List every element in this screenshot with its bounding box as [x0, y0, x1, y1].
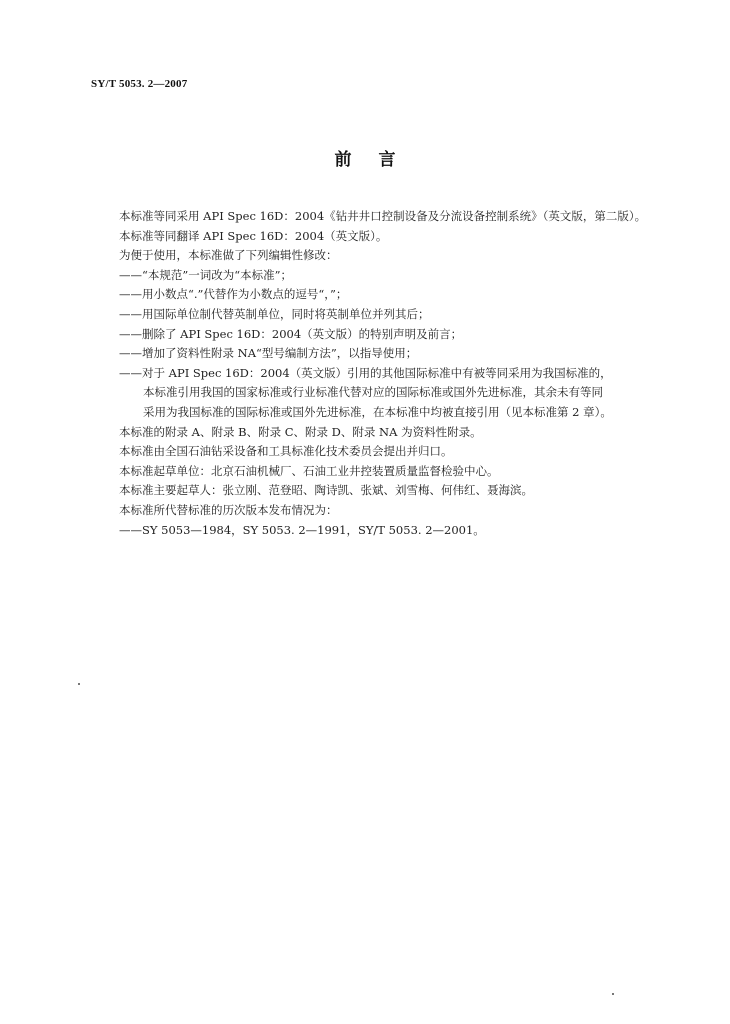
list-item-referenced-standards-line1: ——对于 API Spec 16D：2004（英文版）引用的其他国际标准中有被等同采用为我国标准的， — [119, 365, 612, 380]
list-item-added-annex: ——增加了资料性附录 NA“型号编制方法”，以指导使用； — [119, 346, 418, 361]
list-item-si-units: ——用国际单位制代替英制单位，同时将英制单位并列其后； — [119, 306, 430, 321]
standard-code: SY/T 5053. 2—2007 — [91, 78, 188, 90]
paragraph-proposer: 本标准由全国石油钻采设备和工具标准化技术委员会提出并归口。 — [119, 444, 453, 459]
list-item-removed-notice: ——删除了 API Spec 16D：2004（英文版）的特别声明及前言； — [119, 326, 463, 341]
list-item-term-change: ——“本规范”一词改为“本标准”； — [119, 267, 293, 282]
scan-speck — [612, 993, 614, 995]
paragraph-adoption — [91, 207, 663, 227]
list-item-decimal-point: ——用小数点“.”代替作为小数点的逗号“，”； — [119, 287, 348, 302]
foreword-body — [91, 207, 663, 540]
paragraph-translation: 本标准等同翻译 API Spec 16D：2004（英文版）。 — [119, 228, 388, 243]
scan-speck — [78, 683, 80, 685]
list-item-referenced-standards-line2: 本标准引用我国的国家标准或行业标准代替对应的国际标准或国外先进标准，其余未有等同 — [143, 385, 603, 400]
page-title: 前言 — [334, 150, 423, 170]
paragraph-adoption-text: 本标准等同采用 API Spec 16D：2004《钻井井口控制设备及分流设备控制系统》（英文版，第二版）。 — [119, 209, 647, 223]
paragraph-annexes: 本标准的附录 A、附录 B、附录 C、附录 D、附录 NA 为资料性附录。 — [119, 424, 482, 439]
list-item-previous-editions: ——SY 5053—1984，SY 5053. 2—1991，SY/T 5053. 2—2001。 — [119, 522, 485, 537]
list-item-referenced-standards-line3: 采用为我国标准的国际标准或国外先进标准，在本标准中均被直接引用（见本标准第 2 章）。 — [143, 404, 612, 419]
paragraph-editorial-intro: 为便于使用，本标准做了下列编辑性修改： — [119, 248, 338, 263]
paragraph-history-intro: 本标准所代替标准的历次版本发布情况为： — [119, 502, 338, 517]
paragraph-drafting-units: 本标准起草单位：北京石油机械厂、石油工业井控装置质量监督检验中心。 — [119, 463, 499, 478]
paragraph-drafters: 本标准主要起草人：张立刚、范登昭、陶诗凯、张斌、刘雪梅、何伟红、聂海滨。 — [119, 483, 533, 498]
